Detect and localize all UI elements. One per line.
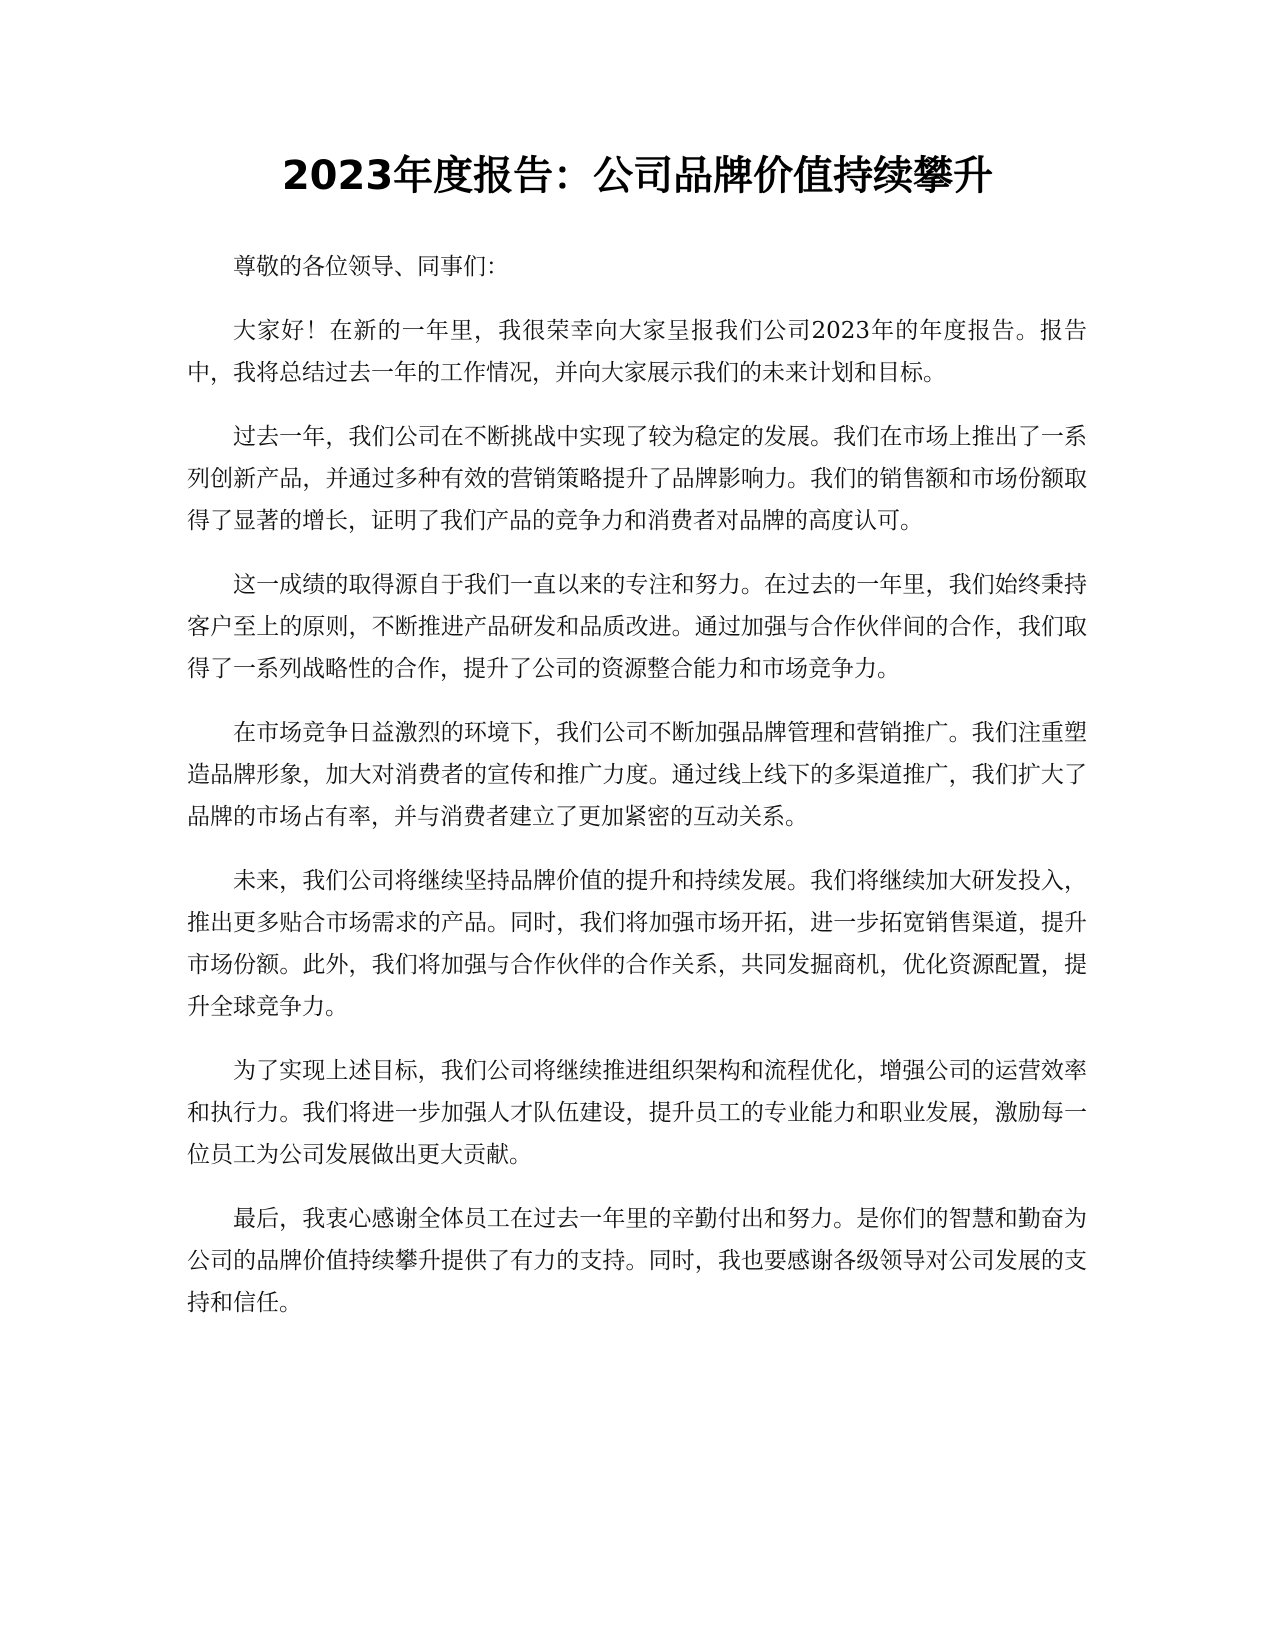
document-title: 2023年度报告：公司品牌价值持续攀升 bbox=[281, 153, 994, 199]
paragraph-salutation: 尊敬的各位领导、同事们： bbox=[233, 254, 509, 280]
paragraph-past-year: 过去一年，我们公司在不断挑战中实现了较为稳定的发展。我们在市场上推出了一系列创新产品，并通过多种有效的营销策略提升了品牌影响力。我们的销售额和市场份额取得了显著的增长，证明了我们产品的竞争力和消费者对品牌的高度认可。 bbox=[187, 424, 1087, 534]
paragraph-greeting: 大家好！在新的一年里，我很荣幸向大家呈报我们公司2023年的年度报告。报告中，我将总结过去一年的工作情况，并向大家展示我们的未来计划和目标。 bbox=[187, 318, 1087, 386]
paragraph-thanks: 最后，我衷心感谢全体员工在过去一年里的辛勤付出和努力。是你们的智慧和勤奋为公司的品牌价值持续攀升提供了有力的支持。同时，我也要感谢各级领导对公司发展的支持和信任。 bbox=[187, 1206, 1087, 1316]
paragraph-future-plans: 未来，我们公司将继续坚持品牌价值的提升和持续发展。我们将继续加大研发投入，推出更多贴合市场需求的产品。同时，我们将加强市场开拓，进一步拓宽销售渠道，提升市场份额。此外，我们将加强与合作伙伴的合作关系，共同发掘商机，优化资源配置，提升全球竞争力。 bbox=[187, 868, 1087, 1020]
paragraph-organization: 为了实现上述目标，我们公司将继续推进组织架构和流程优化，增强公司的运营效率和执行力。我们将进一步加强人才队伍建设，提升员工的专业能力和职业发展，激励每一位员工为公司发展做出更大贡献。 bbox=[187, 1058, 1087, 1168]
paragraph-brand-marketing: 在市场竞争日益激烈的环境下，我们公司不断加强品牌管理和营销推广。我们注重塑造品牌形象，加大对消费者的宣传和推广力度。通过线上线下的多渠道推广，我们扩大了品牌的市场占有率，并与消费者建立了更加紧密的互动关系。 bbox=[187, 720, 1087, 830]
document-body bbox=[187, 246, 1087, 1346]
paragraph-achievements: 这一成绩的取得源自于我们一直以来的专注和努力。在过去的一年里，我们始终秉持客户至上的原则，不断推进产品研发和品质改进。通过加强与合作伙伴间的合作，我们取得了一系列战略性的合作，提升了公司的资源整合能力和市场竞争力。 bbox=[187, 572, 1087, 682]
